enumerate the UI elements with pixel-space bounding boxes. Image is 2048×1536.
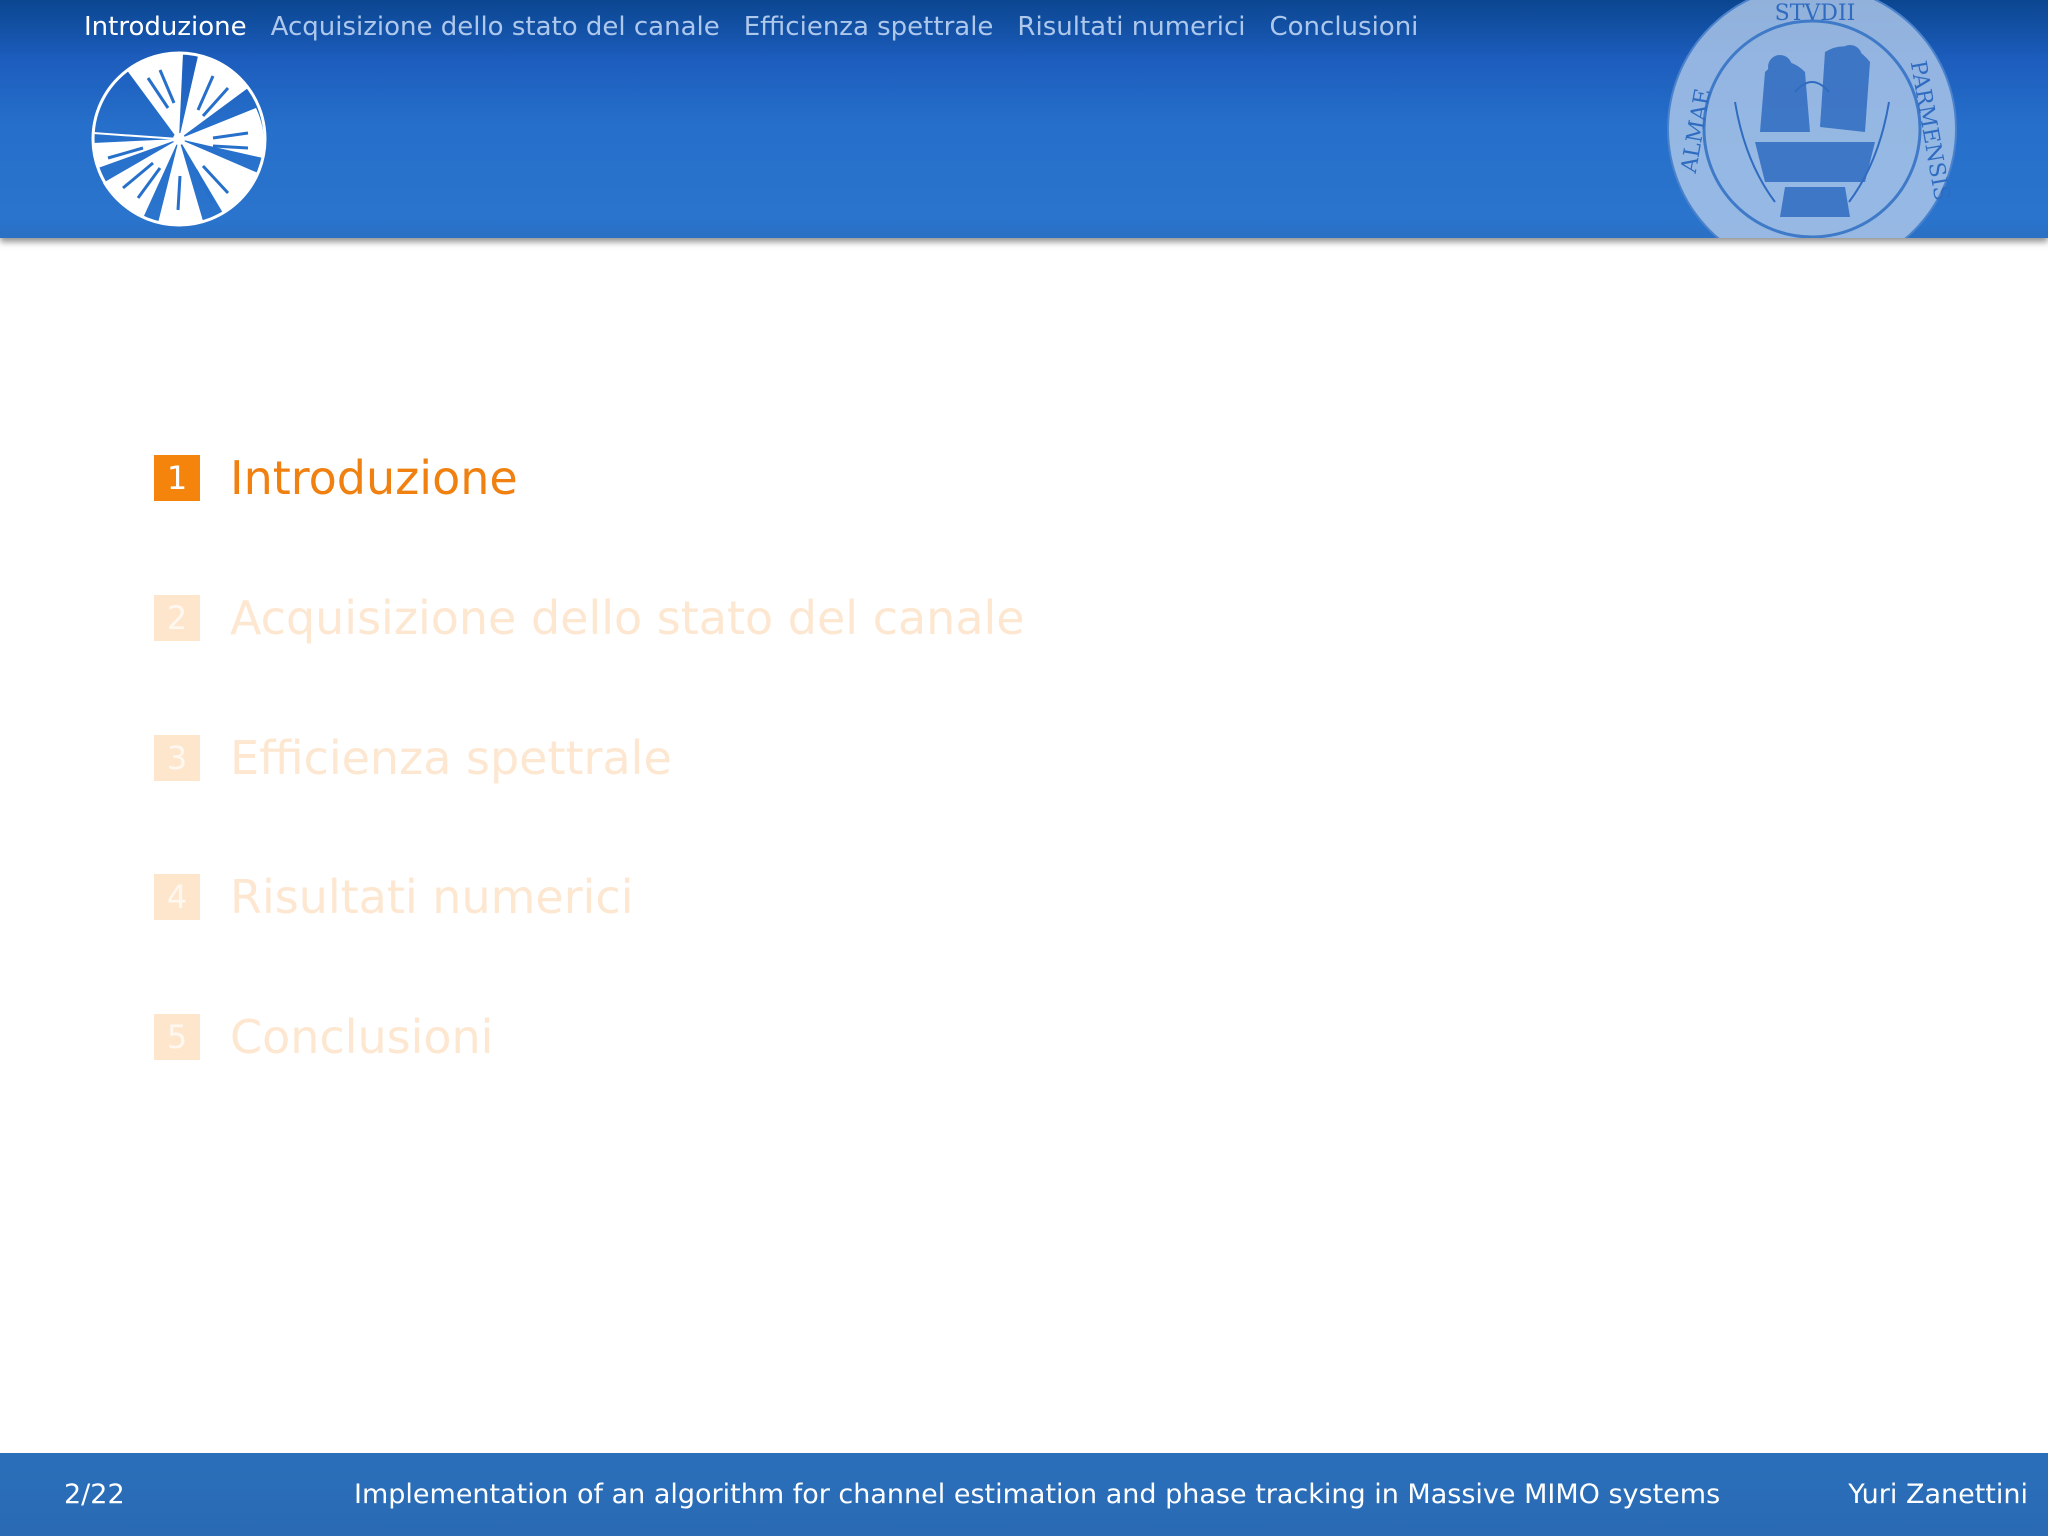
toc-item-label: Efficienza spettrale <box>230 731 672 785</box>
nav-item-efficienza[interactable]: Efficienza spettrale <box>743 12 994 42</box>
nav-item-conclusioni[interactable]: Conclusioni <box>1269 12 1419 42</box>
toc-item-2[interactable] <box>154 590 1025 646</box>
toc-item-label: Risultati numerici <box>230 870 634 924</box>
toc-item-label: Introduzione <box>230 451 518 505</box>
svg-text:ALMAE: ALMAE <box>1676 86 1717 175</box>
toc-number-badge: 4 <box>154 874 200 920</box>
presentation-title: Implementation of an algorithm for channel estimation and phase tracking in Massive MIMO systems <box>354 1479 1721 1510</box>
department-logo-icon <box>88 48 270 230</box>
nav-item-risultati[interactable]: Risultati numerici <box>1017 12 1246 42</box>
toc-number-badge: 1 <box>154 455 200 501</box>
nav-item-introduzione[interactable]: Introduzione <box>84 12 247 42</box>
svg-text:PARMENSIS: PARMENSIS <box>1904 58 1955 203</box>
toc-item-label: Conclusioni <box>230 1010 494 1064</box>
section-navigation <box>84 10 1418 44</box>
toc-number-badge: 3 <box>154 735 200 781</box>
toc-number-badge: 2 <box>154 595 200 641</box>
footer-bar <box>0 1453 2048 1536</box>
university-seal-icon <box>1665 0 1959 238</box>
svg-text:STVDII: STVDII <box>1774 1 1856 26</box>
header-bar <box>0 0 2048 238</box>
toc-number-badge: 5 <box>154 1014 200 1060</box>
toc-item-1[interactable] <box>154 450 518 506</box>
toc-item-5[interactable] <box>154 1009 493 1065</box>
author-name: Yuri Zanettini <box>1848 1479 2028 1510</box>
nav-item-acquisizione[interactable]: Acquisizione dello stato del canale <box>270 12 720 42</box>
toc-item-4[interactable] <box>154 869 634 925</box>
page-number: 2/22 <box>64 1479 125 1510</box>
toc-item-3[interactable] <box>154 730 672 786</box>
toc-item-label: Acquisizione dello stato del canale <box>230 591 1025 645</box>
